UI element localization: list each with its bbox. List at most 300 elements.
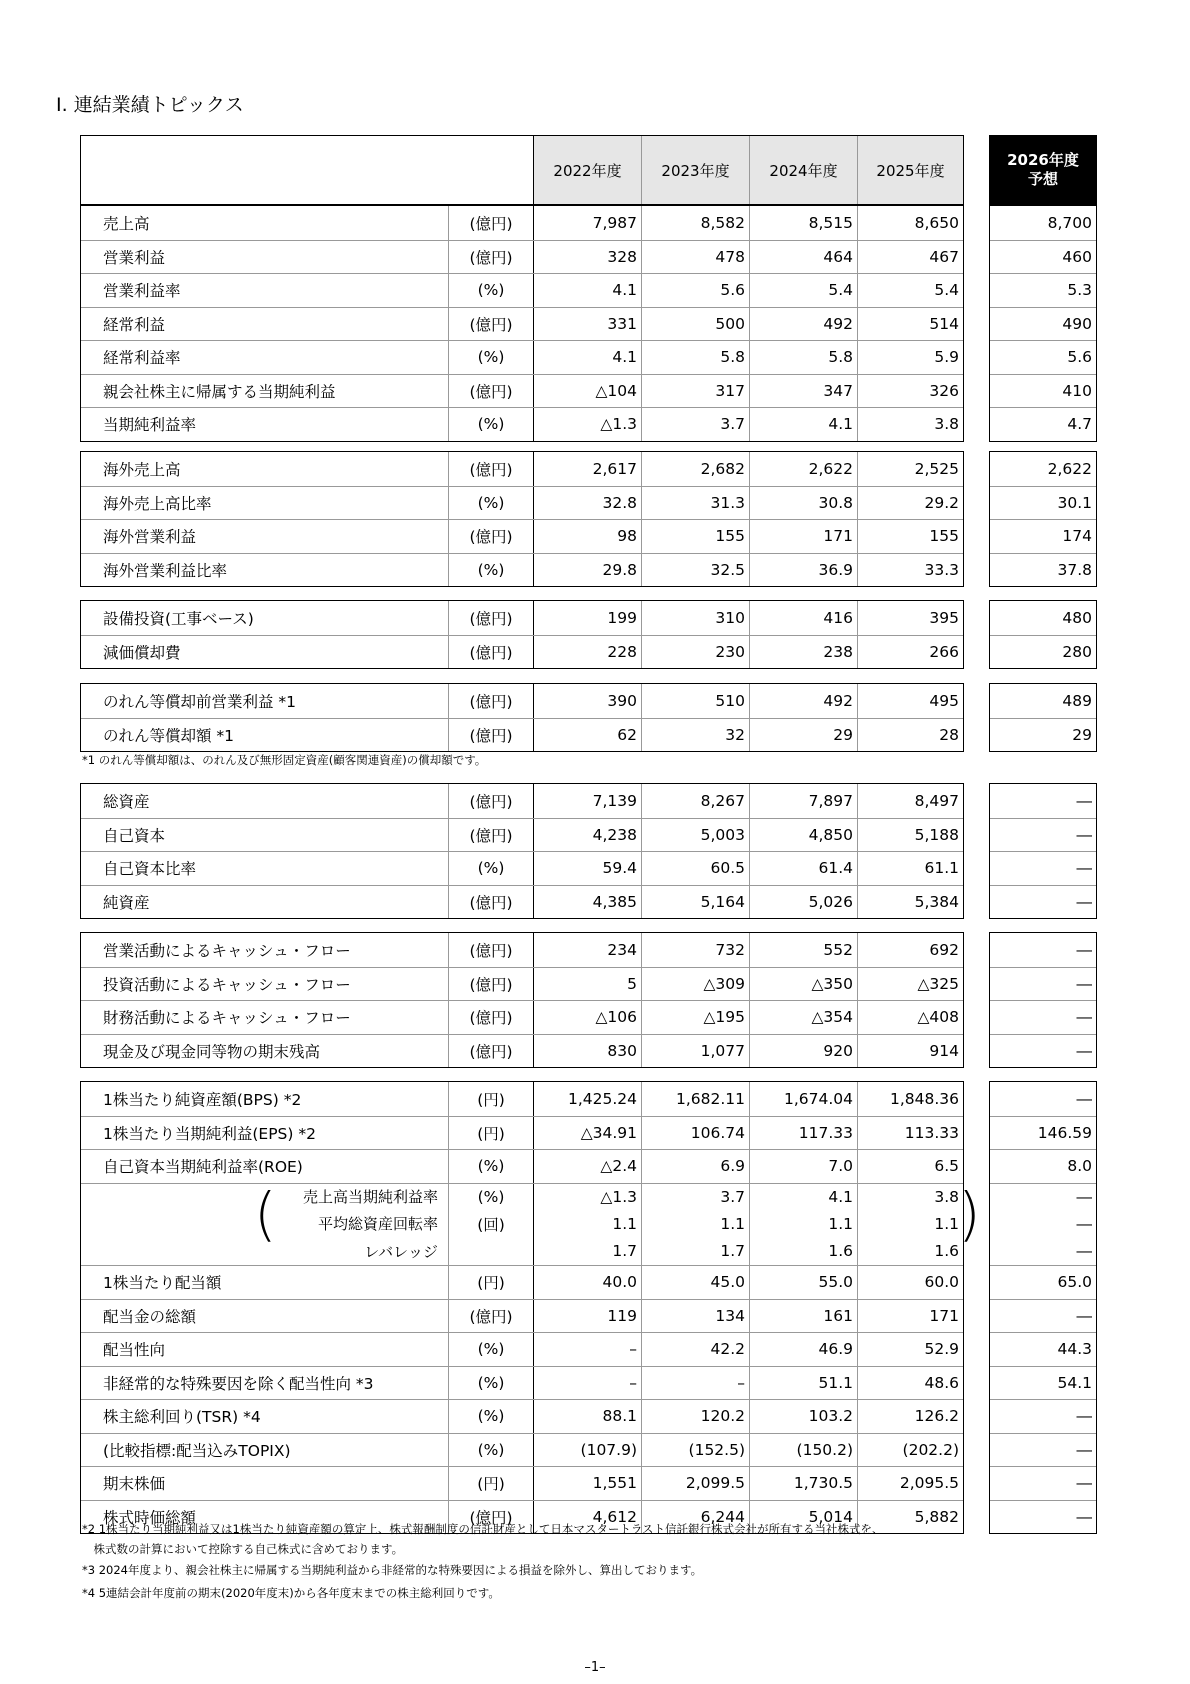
- row-label: 現金及び現金同等物の期末残高: [103, 1042, 321, 1061]
- forecast-group: [989, 600, 1097, 669]
- row-unit: (円): [448, 1117, 533, 1150]
- value-cell: 1.1: [533, 1210, 641, 1238]
- value-cell: 119: [533, 1300, 641, 1333]
- value-cell: 1,077: [641, 1035, 749, 1068]
- table-row: [81, 1265, 963, 1299]
- table-header: [80, 135, 964, 205]
- data-group: [80, 783, 964, 919]
- row-unit: (%): [448, 1434, 533, 1467]
- row-label: 平均総資産回転率: [317, 1215, 438, 1234]
- forecast-cell: ―: [1076, 791, 1092, 810]
- value-cell: 52.9: [857, 1333, 963, 1366]
- value-cell: 238: [749, 636, 857, 669]
- value-cell: (152.5): [641, 1434, 749, 1467]
- row-label: 営業利益率: [103, 282, 181, 301]
- left-brace: (: [254, 1180, 277, 1248]
- row-unit: (円): [448, 1467, 533, 1500]
- value-cell: △350: [749, 968, 857, 1001]
- row-label: 1株当たり配当額: [103, 1274, 222, 1293]
- value-cell: 326: [857, 375, 963, 408]
- value-cell: 4.1: [533, 341, 641, 374]
- footnote-3: *3 2024年度より、親会社株主に帰属する当期純利益から非経常的な特殊要因による損益を除外し、算出しております。: [82, 1563, 703, 1577]
- right-brace: ): [958, 1180, 981, 1248]
- value-cell: 6.5: [857, 1150, 963, 1183]
- forecast-cell: 29: [990, 718, 1096, 752]
- value-cell: 7,139: [533, 784, 641, 818]
- row-unit: (回): [448, 1210, 533, 1238]
- value-cell: 1,682.11: [641, 1082, 749, 1116]
- value-cell: 4,850: [749, 819, 857, 852]
- value-cell: 3.7: [641, 408, 749, 441]
- row-label: 自己資本比率: [103, 860, 197, 879]
- value-cell: 228: [533, 636, 641, 669]
- value-cell: 3.8: [857, 408, 963, 441]
- forecast-cell: ―: [990, 1299, 1096, 1333]
- forecast-cell: ―: [990, 1433, 1096, 1467]
- forecast-cell: 8.0: [990, 1149, 1096, 1183]
- value-cell: 117.33: [749, 1117, 857, 1150]
- forecast-cell: ―: [990, 1500, 1096, 1534]
- row-label: 経常利益率: [103, 349, 181, 368]
- value-cell: 61.4: [749, 852, 857, 885]
- row-label: 自己資本当期純利益率(ROE): [103, 1158, 303, 1177]
- forecast-cell: 30.1: [990, 486, 1096, 520]
- forecast-header: [989, 135, 1097, 205]
- table-row: [81, 1399, 963, 1433]
- forecast-cell: ―: [990, 1183, 1096, 1211]
- row-unit: (億円): [448, 1300, 533, 1333]
- value-cell: 2,617: [533, 452, 641, 486]
- footnote-1: *1 のれん等償却額は、のれん及び無形固定資産(顧客関連資産)の償却額です。: [82, 753, 487, 767]
- value-cell: 171: [857, 1300, 963, 1333]
- value-cell: 4.1: [533, 274, 641, 307]
- row-label: 海外営業利益比率: [103, 561, 228, 580]
- value-cell: 59.4: [533, 852, 641, 885]
- data-group: [80, 1081, 964, 1534]
- data-group: [80, 932, 964, 1068]
- data-group: [80, 683, 964, 752]
- row-label: 海外売上高比率: [103, 494, 212, 513]
- value-cell: 55.0: [749, 1266, 857, 1299]
- value-cell: 914: [857, 1035, 963, 1068]
- row-unit: (円): [448, 1266, 533, 1299]
- row-unit: (%): [448, 1333, 533, 1366]
- value-cell: 4.1: [749, 408, 857, 441]
- row-label: 非経常的な特殊要因を除く配当性向 *3: [103, 1374, 374, 1393]
- value-cell: 5,026: [749, 886, 857, 919]
- table-row: [81, 1466, 963, 1500]
- value-cell: 5.4: [749, 274, 857, 307]
- value-cell: 61.1: [857, 852, 963, 885]
- row-label: 設備投資(工事ベース): [103, 609, 254, 628]
- table-row: [81, 452, 963, 486]
- table-row: [81, 1299, 963, 1333]
- year-header: 2024年度: [749, 136, 857, 204]
- value-cell: 29.2: [857, 487, 963, 520]
- value-cell: 8,582: [641, 206, 749, 240]
- value-cell: 103.2: [749, 1400, 857, 1433]
- forecast-cell: 410: [990, 374, 1096, 408]
- table-row: [81, 1149, 963, 1183]
- value-cell: 28: [857, 719, 963, 752]
- row-unit: (億円): [448, 520, 533, 553]
- forecast-cell: 490: [990, 307, 1096, 341]
- row-unit: (億円): [448, 719, 533, 752]
- value-cell: 8,497: [857, 784, 963, 818]
- value-cell: 5,384: [857, 886, 963, 919]
- year-header: 2023年度: [641, 136, 749, 204]
- value-cell: 310: [641, 601, 749, 635]
- row-unit: (%): [448, 341, 533, 374]
- row-label: 自己資本: [103, 826, 166, 845]
- row-unit: (億円): [448, 375, 533, 408]
- row-label: 純資産: [103, 893, 150, 912]
- value-cell: 155: [857, 520, 963, 553]
- row-unit: (%): [448, 408, 533, 441]
- value-cell: 7.0: [749, 1150, 857, 1183]
- forecast-cell: 44.3: [990, 1332, 1096, 1366]
- row-label: 売上高: [103, 214, 150, 233]
- row-label: 営業活動によるキャッシュ・フロー: [103, 941, 351, 960]
- row-label: 配当金の総額: [103, 1307, 197, 1326]
- value-cell: 8,515: [749, 206, 857, 240]
- value-cell: 5.4: [857, 274, 963, 307]
- value-cell: 514: [857, 308, 963, 341]
- row-label: 総資産: [103, 792, 150, 811]
- table-row: [81, 933, 963, 967]
- value-cell: 155: [641, 520, 749, 553]
- value-cell: 5.8: [641, 341, 749, 374]
- value-cell: 29: [749, 719, 857, 752]
- value-cell: 3.8: [857, 1184, 963, 1211]
- value-cell: 120.2: [641, 1400, 749, 1433]
- table-row: [81, 885, 963, 919]
- value-cell: 2,682: [641, 452, 749, 486]
- data-group: [80, 600, 964, 669]
- table-row: [81, 1366, 963, 1400]
- value-cell: 495: [857, 684, 963, 718]
- value-cell: 500: [641, 308, 749, 341]
- row-label: 期末株価: [103, 1475, 166, 1494]
- row-unit: (億円): [448, 1501, 533, 1534]
- row-label: 配当性向: [103, 1341, 166, 1360]
- row-unit: (億円): [448, 819, 533, 852]
- value-cell: 1.1: [641, 1210, 749, 1238]
- row-label: 当期純利益率: [103, 416, 197, 435]
- value-cell: 317: [641, 375, 749, 408]
- forecast-cell: 4.7: [990, 407, 1096, 441]
- forecast-cell: ―: [990, 1034, 1096, 1068]
- value-cell: 478: [641, 241, 749, 274]
- forecast-header-year: 2026年度: [1007, 151, 1079, 169]
- value-cell: 113.33: [857, 1117, 963, 1150]
- value-cell: (150.2): [749, 1434, 857, 1467]
- value-cell: 48.6: [857, 1367, 963, 1400]
- value-cell: 230: [641, 636, 749, 669]
- year-header: 2022年度: [533, 136, 641, 204]
- row-label: のれん等償却額 *1: [103, 726, 235, 745]
- row-label: 減価償却費: [103, 643, 181, 662]
- table-row: [81, 206, 963, 240]
- value-cell: 492: [749, 684, 857, 718]
- forecast-group: [989, 205, 1097, 442]
- row-label: 親会社株主に帰属する当期純利益: [103, 382, 336, 401]
- row-unit: (%): [448, 852, 533, 885]
- value-cell: △195: [641, 1001, 749, 1034]
- value-cell: 32.5: [641, 554, 749, 587]
- footnote-4: *4 5連結会計年度前の期末(2020年度末)から各年度末までの株主総利回りです。: [82, 1586, 500, 1600]
- value-cell: –: [533, 1367, 641, 1400]
- value-cell: 31.3: [641, 487, 749, 520]
- row-label: レバレッジ: [364, 1242, 438, 1261]
- row-label: 営業利益: [103, 248, 166, 267]
- table-row: [81, 718, 963, 752]
- row-label: のれん等償却前営業利益 *1: [103, 692, 297, 711]
- row-unit: (%): [448, 1400, 533, 1433]
- row-unit: (億円): [448, 601, 533, 635]
- value-cell: 552: [749, 933, 857, 967]
- table-row: [81, 273, 963, 307]
- value-cell: 1,848.36: [857, 1082, 963, 1116]
- forecast-cell: ―: [990, 967, 1096, 1001]
- value-cell: 347: [749, 375, 857, 408]
- table-row: [81, 407, 963, 441]
- value-cell: 5,014: [749, 1501, 857, 1534]
- value-cell: –: [641, 1367, 749, 1400]
- row-unit: (億円): [448, 636, 533, 669]
- value-cell: 171: [749, 520, 857, 553]
- row-unit: (億円): [448, 933, 533, 967]
- row-label: 株主総利回り(TSR) *4: [103, 1408, 261, 1427]
- value-cell: 6.9: [641, 1150, 749, 1183]
- row-unit: (%): [448, 1150, 533, 1183]
- forecast-cell: 65.0: [990, 1265, 1096, 1299]
- table-row: [81, 1238, 963, 1266]
- value-cell: 830: [533, 1035, 641, 1068]
- value-cell: △106: [533, 1001, 641, 1034]
- value-cell: 467: [857, 241, 963, 274]
- row-unit: (%): [448, 1184, 533, 1211]
- value-cell: 42.2: [641, 1333, 749, 1366]
- value-cell: 5,188: [857, 819, 963, 852]
- table-row: [81, 374, 963, 408]
- forecast-group: [989, 932, 1097, 1068]
- value-cell: △2.4: [533, 1150, 641, 1183]
- value-cell: 7,987: [533, 206, 641, 240]
- value-cell: 60.0: [857, 1266, 963, 1299]
- row-unit: (%): [448, 1367, 533, 1400]
- forecast-cell: 2,622: [1047, 459, 1092, 478]
- value-cell: 2,622: [749, 452, 857, 486]
- value-cell: 390: [533, 684, 641, 718]
- value-cell: 46.9: [749, 1333, 857, 1366]
- row-unit: (億円): [448, 684, 533, 718]
- value-cell: 692: [857, 933, 963, 967]
- row-unit: [448, 1238, 533, 1266]
- value-cell: 3.7: [641, 1184, 749, 1211]
- page-title: Ⅰ. 連結業績トピックス: [56, 94, 244, 116]
- table-row: [81, 635, 963, 669]
- table-row: [81, 1000, 963, 1034]
- value-cell: 1.1: [857, 1210, 963, 1238]
- row-label: 1株当たり当期純利益(EPS) *2: [103, 1124, 316, 1143]
- table-row: [81, 601, 963, 635]
- value-cell: 60.5: [641, 852, 749, 885]
- row-unit: (億円): [448, 1001, 533, 1034]
- forecast-cell: ―: [990, 1466, 1096, 1500]
- value-cell: 36.9: [749, 554, 857, 587]
- value-cell: (107.9): [533, 1434, 641, 1467]
- value-cell: 732: [641, 933, 749, 967]
- row-unit: (円): [448, 1082, 533, 1116]
- value-cell: 62: [533, 719, 641, 752]
- table-row: [81, 553, 963, 587]
- value-cell: △325: [857, 968, 963, 1001]
- value-cell: 266: [857, 636, 963, 669]
- data-group: [80, 451, 964, 587]
- forecast-cell: ―: [1076, 940, 1092, 959]
- value-cell: 1.7: [641, 1238, 749, 1266]
- value-cell: 1.7: [533, 1238, 641, 1266]
- table-row: [81, 1116, 963, 1150]
- row-label: 株式時価総額: [103, 1508, 197, 1527]
- table-row: [81, 1183, 963, 1211]
- value-cell: 32.8: [533, 487, 641, 520]
- value-cell: 492: [749, 308, 857, 341]
- value-cell: 1.6: [857, 1238, 963, 1266]
- forecast-cell: ―: [990, 1000, 1096, 1034]
- value-cell: 29.8: [533, 554, 641, 587]
- value-cell: 88.1: [533, 1400, 641, 1433]
- value-cell: 5.6: [641, 274, 749, 307]
- row-label: (比較指標:配当込みTOPIX): [103, 1441, 291, 1460]
- row-unit: (%): [448, 487, 533, 520]
- row-unit: (億円): [448, 968, 533, 1001]
- forecast-cell: ―: [1076, 1242, 1092, 1261]
- row-label: 海外売上高: [103, 460, 181, 479]
- forecast-cell: 146.59: [990, 1116, 1096, 1150]
- forecast-group: [989, 783, 1097, 919]
- value-cell: 5.8: [749, 341, 857, 374]
- value-cell: 4,612: [533, 1501, 641, 1534]
- value-cell: 4,238: [533, 819, 641, 852]
- footnote-2: *2 1株当たり当期純利益又は1株当たり純資産額の算定上、株式報酬制度の信託財産として日本マスタートラスト信託銀行株式会社が所有する当社株式を、: [82, 1522, 884, 1536]
- value-cell: 2,095.5: [857, 1467, 963, 1500]
- value-cell: 134: [641, 1300, 749, 1333]
- value-cell: 40.0: [533, 1266, 641, 1299]
- row-unit: (億円): [448, 206, 533, 240]
- forecast-group: [989, 683, 1097, 752]
- value-cell: 1,730.5: [749, 1467, 857, 1500]
- value-cell: 8,650: [857, 206, 963, 240]
- value-cell: 199: [533, 601, 641, 635]
- forecast-cell: 37.8: [990, 553, 1096, 587]
- row-unit: (億円): [448, 1035, 533, 1068]
- row-unit: (%): [448, 274, 533, 307]
- value-cell: 33.3: [857, 554, 963, 587]
- row-unit: (億円): [448, 452, 533, 486]
- forecast-group: [989, 1081, 1097, 1534]
- table-row: [81, 340, 963, 374]
- value-cell: 45.0: [641, 1266, 749, 1299]
- row-label: 売上高当期純利益率: [302, 1188, 438, 1207]
- forecast-cell: 5.6: [990, 340, 1096, 374]
- forecast-header-label: 予想: [1027, 170, 1058, 188]
- value-cell: 5,882: [857, 1501, 963, 1534]
- value-cell: 1.6: [749, 1238, 857, 1266]
- value-cell: 510: [641, 684, 749, 718]
- row-unit: (%): [448, 554, 533, 587]
- table-row: [81, 1210, 963, 1238]
- forecast-cell: ―: [990, 1399, 1096, 1433]
- value-cell: △34.91: [533, 1117, 641, 1150]
- value-cell: 234: [533, 933, 641, 967]
- forecast-cell: 489: [1062, 691, 1092, 710]
- value-cell: 98: [533, 520, 641, 553]
- value-cell: 4,385: [533, 886, 641, 919]
- row-unit: (億円): [448, 784, 533, 818]
- row-unit: (億円): [448, 886, 533, 919]
- forecast-cell: ―: [990, 885, 1096, 919]
- forecast-cell: ―: [990, 851, 1096, 885]
- value-cell: 8,267: [641, 784, 749, 818]
- row-label: 1株当たり純資産額(BPS) *2: [103, 1090, 302, 1109]
- data-group: [80, 205, 964, 442]
- row-label: 投資活動によるキャッシュ・フロー: [103, 975, 351, 994]
- table-row: [81, 1433, 963, 1467]
- value-cell: 464: [749, 241, 857, 274]
- value-cell: 5,164: [641, 886, 749, 919]
- forecast-cell: ―: [1076, 1214, 1092, 1233]
- table-row: [81, 307, 963, 341]
- value-cell: (202.2): [857, 1434, 963, 1467]
- table-row: [81, 1082, 963, 1116]
- forecast-cell: 480: [1062, 608, 1092, 627]
- value-cell: 1.1: [749, 1210, 857, 1238]
- row-unit: (億円): [448, 241, 533, 274]
- page-number: –1–: [584, 1660, 606, 1675]
- forecast-cell: 8,700: [1047, 213, 1092, 232]
- row-label: 財務活動によるキャッシュ・フロー: [103, 1009, 351, 1028]
- value-cell: △104: [533, 375, 641, 408]
- value-cell: 6,244: [641, 1501, 749, 1534]
- value-cell: 161: [749, 1300, 857, 1333]
- forecast-cell: 280: [990, 635, 1096, 669]
- value-cell: 416: [749, 601, 857, 635]
- table-row: [81, 967, 963, 1001]
- forecast-cell: 5.3: [990, 273, 1096, 307]
- value-cell: 126.2: [857, 1400, 963, 1433]
- row-unit: (億円): [448, 308, 533, 341]
- value-cell: 5: [533, 968, 641, 1001]
- forecast-cell: ―: [990, 818, 1096, 852]
- value-cell: 30.8: [749, 487, 857, 520]
- table-row: [81, 1332, 963, 1366]
- value-cell: 2,099.5: [641, 1467, 749, 1500]
- table-row: [81, 486, 963, 520]
- value-cell: 1,425.24: [533, 1082, 641, 1116]
- row-label: 経常利益: [103, 315, 166, 334]
- forecast-cell: ―: [1076, 1089, 1092, 1108]
- value-cell: 2,525: [857, 452, 963, 486]
- value-cell: 328: [533, 241, 641, 274]
- value-cell: 920: [749, 1035, 857, 1068]
- value-cell: 331: [533, 308, 641, 341]
- table-row: [81, 784, 963, 818]
- forecast-cell: 460: [990, 240, 1096, 274]
- table-row: [81, 1034, 963, 1068]
- footnote-2-cont: 株式数の計算において控除する自己株式に含めております。: [82, 1542, 404, 1556]
